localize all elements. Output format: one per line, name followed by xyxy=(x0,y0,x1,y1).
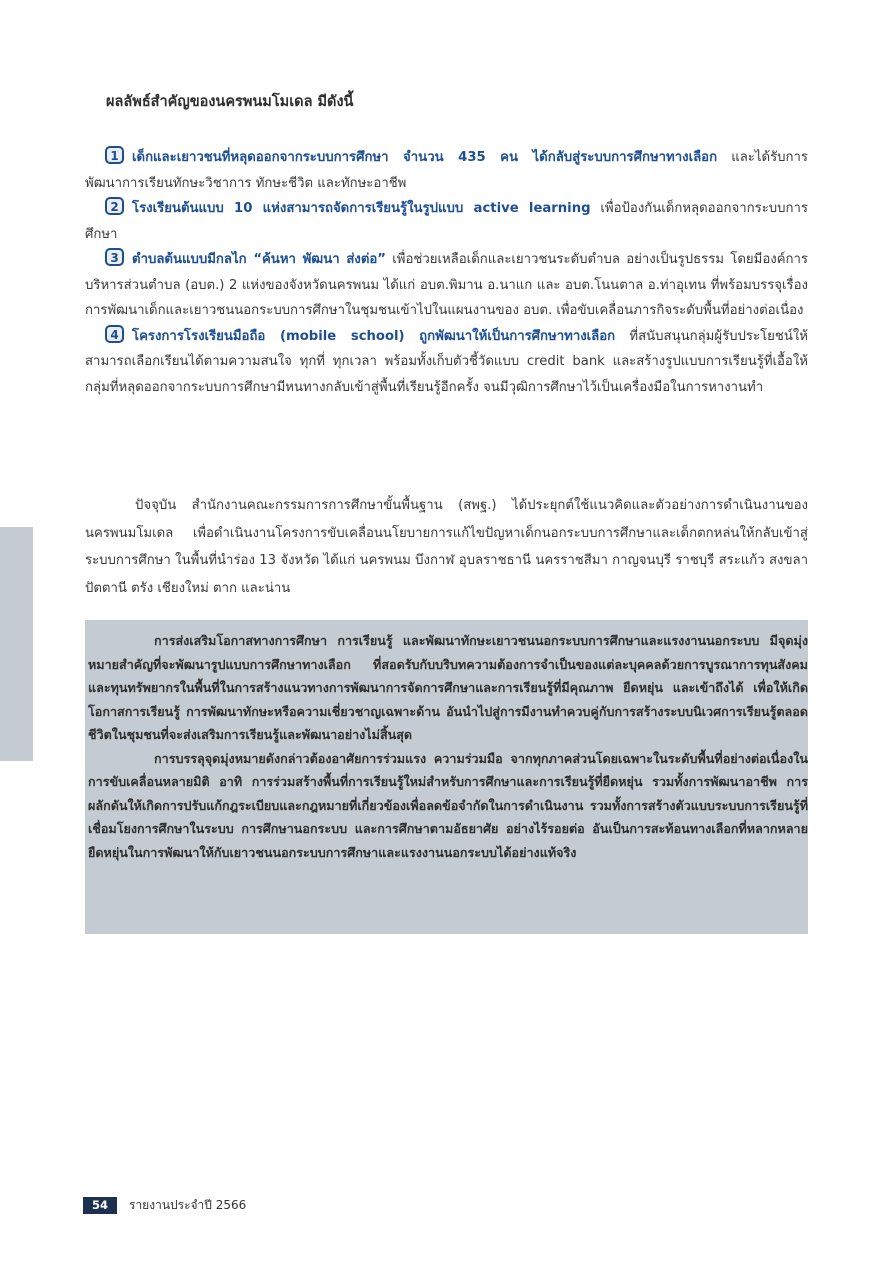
achievement-highlight: โรงเรียนต้นแบบ 10 แห่งสามารถจัดการเรียนรู้ในรูปแบบ active learning xyxy=(132,201,591,216)
body-paragraph: ปัจจุบัน สำนักงานคณะกรรมการการศึกษาขั้นพื้นฐาน (สพฐ.) ได้ประยุกต์ใช้แนวคิดและตัวอย่างการดำเนินงานของนครพนมโมเดล เพื่อดำเนินงานโครงการขับเคลื่อนนโยบายการแก้ไขปัญหาเด็กนอกระบบการศึกษาและเด็กตกหล่นให้กลับเข้าสู่ระบบการศึกษา ในพื้นที่นำร่อง 13 จังหวัด ได้แก่ นครพนม บึงกาฬ อุบลราชธานี นครราชสีมา กาญจนบุรี ราชบุรี สระแก้ว สงขลา ปัตตานี ตรัง เชียงใหม่ ตาก และน่าน xyxy=(85,498,808,596)
section-heading: ผลลัพธ์สำคัญของนครพนมโมเดล มีดังนี้ xyxy=(106,94,354,110)
side-tab-marker xyxy=(0,527,33,761)
footer-label: รายงานประจำปี 2566 xyxy=(129,1197,247,1212)
achievement-highlight: เด็กและเยาวชนที่หลุดออกจากระบบการศึกษา จำนวน 435 คน ได้กลับสู่ระบบการศึกษาทางเลือก xyxy=(132,150,718,165)
achievement-text: เพื่อป้องกันเด็กหลุดออกจากระบบการศึกษา xyxy=(85,201,808,242)
achievement-item xyxy=(85,145,808,196)
achievement-text: ที่สนับสนุนกลุ่มผู้รับประโยชน์ให้สามารถเลือกเรียนได้ตามความสนใจ ทุกที่ ทุกเวลา พร้อมทั้งเก็บตัวชี้วัดแบบ credit bank และสร้างรูปแบบการเรียนรู้ที่เอื้อให้กลุ่มที่หลุดออกจากระบบการศึกษามีหนทางกลับเข้าสู่พื้นที่เรียนรู้อีกครั้ง จนมีวุฒิการศึกษาไว้เป็นเครื่องมือในการหางานทำ xyxy=(85,328,808,395)
page-number-badge: 54 xyxy=(83,1197,117,1214)
achievement-highlight: ตำบลต้นแบบมีกลไก “ค้นหา พัฒนา ส่งต่อ” xyxy=(132,252,386,267)
achievement-item xyxy=(85,196,808,247)
item-number-badge: 3 xyxy=(105,248,124,266)
item-number-badge: 2 xyxy=(105,197,124,215)
highlight-box xyxy=(85,620,808,934)
box-paragraph-1: การส่งเสริมโอกาสทางการศึกษา การเรียนรู้ และพัฒนาทักษะเยาวชนนอกระบบการศึกษาและแรงงานนอกระบบ มีจุดมุ่งหมายสำคัญที่จะพัฒนารูปแบบการศึกษาทางเลือก ที่สอดรับกับบริบทความต้องการจำเป็นของแต่ละบุคคลด้วยการบูรณาการทุนสังคมและทุนทรัพยากรในพื้นที่ในการสร้างแนวทางการพัฒนาการจัดการศึกษาและการเรียนรู้ที่มีคุณภาพ ยืดหยุ่น และเข้าถึงได้ เพื่อให้เกิดโอกาสการเรียนรู้ การพัฒนาทักษะหรือความเชี่ยวชาญเฉพาะด้าน อันนำไปสู่การมีงานทำควบคู่กับการสร้างระบบนิเวศการเรียนรู้ตลอดชีวิตในชุมชนที่จะส่งเสริมการเรียนรู้และพัฒนาอย่างไม่สิ้นสุด xyxy=(88,633,808,742)
item-number-badge: 4 xyxy=(105,325,124,343)
box-paragraph-2: การบรรลุจุดมุ่งหมายดังกล่าวต้องอาศัยการร่วมแรง ความร่วมมือ จากทุกภาคส่วนโดยเฉพาะในระดับพื้นที่อย่างต่อเนื่องในการขับเคลื่อนหลายมิติ อาทิ การร่วมสร้างพื้นที่การเรียนรู้ใหม่สำหรับการศึกษาและการเรียนรู้ที่ยืดหยุ่น รวมทั้งการพัฒนาอาชีพ การผลักดันให้เกิดการปรับแก้กฎระเบียบและกฎหมายที่เกี่ยวข้องเพื่อลดข้อจำกัดในการดำเนินงาน รวมทั้งการสร้างตัวแบบระบบการเรียนรู้ที่เชื่อมโยงการศึกษาในระบบ การศึกษานอกระบบ และการศึกษาตามอัธยาศัย อย่างไร้รอยต่อ อันเป็นการสะท้อนทางเลือกที่หลากหลายยืดหยุ่นในการพัฒนาให้กับเยาวชนนอกระบบการศึกษาและแรงงานนอกระบบได้อย่างแท้จริง xyxy=(88,750,808,860)
achievement-text: เพื่อช่วยเหลือเด็กและเยาวชนระดับตำบล อย่างเป็นรูปธรรม โดยมีองค์การบริหารส่วนตำบล (อบต.) 2 แห่งของจังหวัดนครพนม ได้แก่ อบต.พิมาน อ.นาแก และ อบต.โนนตาล อ.ท่าอุเทน ที่พร้อมบรรจุเรื่องการพัฒนาเด็กและเยาวชนนอกระบบการศึกษาในชุมชนเข้าไปในแผนงานของ อบต. เพื่อขับเคลื่อนภารกิจระดับพื้นที่อย่างต่อเนื่อง xyxy=(85,252,808,318)
achievement-item xyxy=(85,324,808,401)
achievement-item xyxy=(85,247,808,324)
achievement-highlight: โครงการโรงเรียนมือถือ (mobile school) ถูกพัฒนาให้เป็นการศึกษาทางเลือก xyxy=(132,328,616,344)
achievements-list xyxy=(85,145,808,400)
item-number-badge: 1 xyxy=(105,146,124,164)
page-footer xyxy=(83,1196,246,1214)
achievement-text: และได้รับการพัฒนาการเรียนทักษะวิชาการ ทักษะชีวิต และทักษะอาชีพ xyxy=(85,150,808,191)
